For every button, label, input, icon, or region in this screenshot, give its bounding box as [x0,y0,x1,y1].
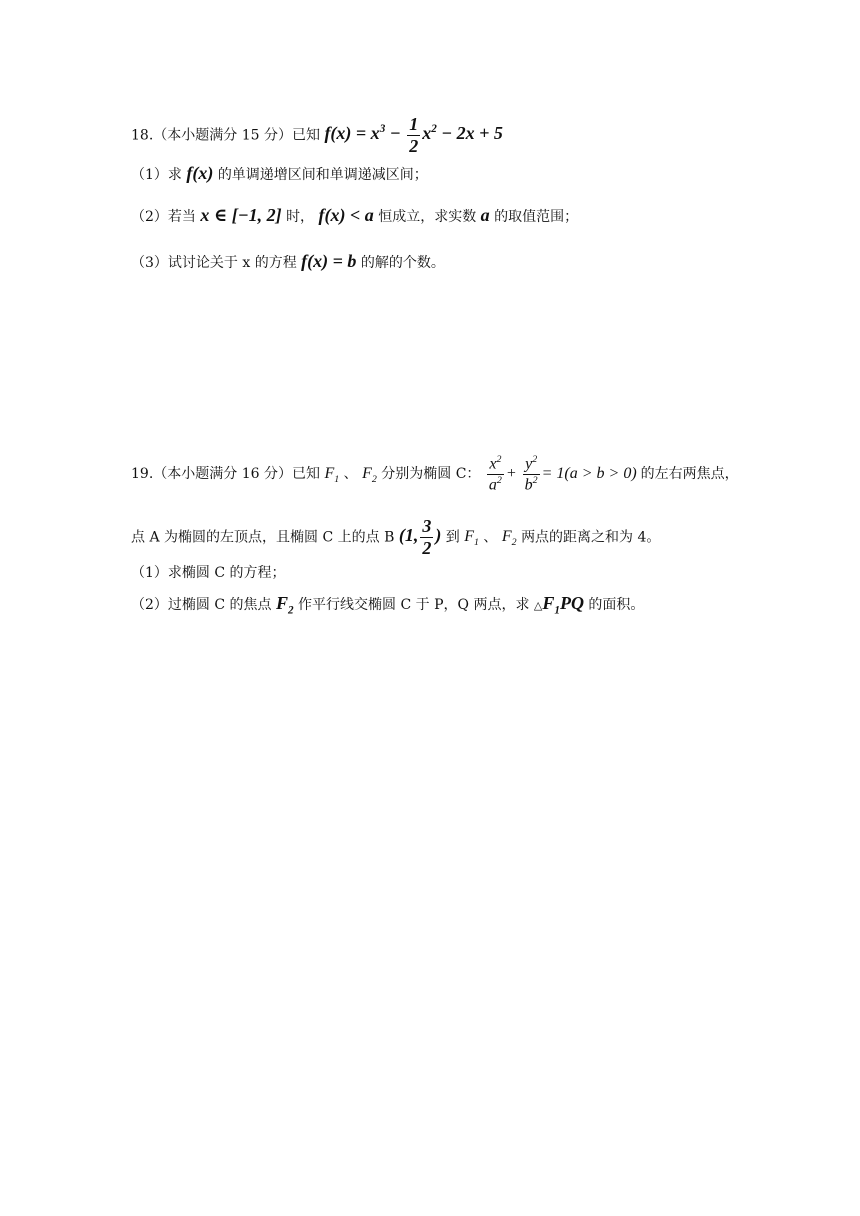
q19-title: 19.（本小题满分 16 分）已知 [131,465,320,482]
math-fx-eq-b: f(x) = b [301,251,357,271]
math-x-in-interval: x ∈ [−1, 2] [200,205,282,225]
math-F2: $F_2$ [501,528,517,549]
q18-function-formula: $f(x) = x^3$ − $\frac{1}{2}$ $x^2 - 2x + 5$ [324,114,503,156]
q19-part1: （1）求椭圆 C 的方程； [131,565,286,581]
q19-title-line: 19.（本小题满分 16 分）已知 $F_1$ 、 $F_2$ 分别为椭圆 C： $\frac{x^2}{a^2}$ + $\frac{y^2}{b^2}$ = 1(a > b > 0) 的左右两焦点， [131,454,739,494]
math-a: a [480,205,490,225]
q18-part3: （3）试讨论关于 x 的方程 f(x) = b 的解的个数。 [131,251,445,271]
math-fx-lt-a: f(x) < a [318,205,374,225]
q18-title: 18.（本小题满分 15 分）已知 [131,127,320,144]
math-F1: $F_1$ [324,464,340,486]
q19-line2: 点 A 为椭圆的左顶点，且椭圆 C 上的点 B (1, $\frac{3}{2}$ ) 到 $F_1$ 、 $F_2$ 两点的距离之和为 4。 [131,516,661,558]
math-F2-bold: $F_2$ [275,593,294,617]
q18-part1: （1）求 f(x) 的单调递增区间和单调递减区间； [131,163,428,183]
math-triangle-F1PQ: $\triangle F_1PQ$ [533,593,584,617]
math-ellipse-equation: $\frac{x^2}{a^2}$ + $\frac{y^2}{b^2}$ = 1(a > b > 0) [488,454,641,494]
q18-part2: （2）若当 x ∈ [−1, 2] 时， f(x) < a 恒成立，求实数 a 的取值范围； [131,205,579,225]
math-fx: f(x) [186,163,214,183]
math-point-B: (1, $\frac{3}{2}$ ) [398,516,442,558]
q19-part2: （2）过椭圆 C 的焦点 $F_2$ 作平行线交椭圆 C 于 P，Q 两点，求 $\triangle F_1PQ$ 的面积。 [131,593,645,617]
q18-title-line [131,114,503,156]
math-F2: $F_2$ [362,464,377,486]
math-F1: $F_1$ [464,528,479,549]
